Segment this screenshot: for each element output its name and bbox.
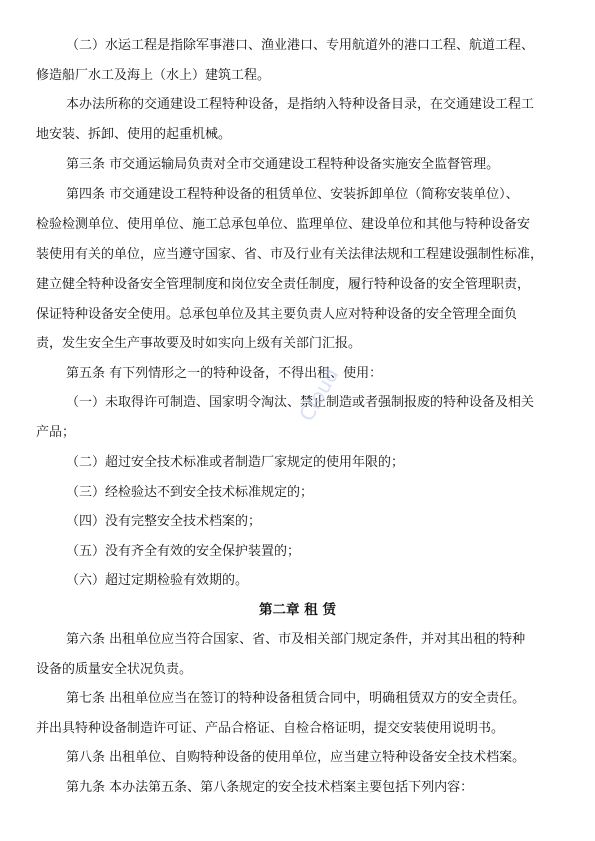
paragraph-line: （二）水运工程是指除军事港口、渔业港口、专用航道外的港口工程、航道工程、	[66, 38, 535, 53]
list-item: （三）经检验达不到安全技术标准规定的；	[66, 485, 314, 500]
paragraph-line: 第七条 出租单位应当在签订的特种设备租赁合同中，明确租赁双方的安全责任。	[66, 691, 526, 706]
paragraph-line: 责，发生安全生产事故要及时如实向上级有关部门汇报。	[36, 336, 362, 351]
paragraph-line: 第六条 出租单位应当符合国家、省、市及相关部门规定条件，并对其出租的特种	[66, 632, 526, 647]
paragraph-line: 保证特种设备安全使用。总承包单位及其主要负责人应对特种设备的安全管理全面负	[36, 307, 518, 322]
list-item: （一）未取得许可制造、国家明令淘汰、禁止制造或者强制报废的特种设备及相关	[66, 395, 535, 410]
chapter-heading: 第二章 租 赁	[259, 602, 336, 618]
list-item: （六）超过定期检验有效期的。	[66, 573, 249, 588]
paragraph-line: 并出具特种设备制造许可证、产品合格证、自检合格证明，提交安装使用说明书。	[36, 721, 505, 736]
paragraph-line: 第四条 市交通建设工程特种设备的租赁单位、安装拆卸单位（简称安装单位）、	[66, 187, 519, 202]
paragraph-line: 第八条 出租单位、自购特种设备的使用单位，应当建立特种设备安全技术档案。	[66, 750, 526, 765]
list-item: （二）超过安全技术标准或者制造厂家规定的使用年限的；	[66, 455, 405, 470]
paragraph-line: 本办法所称的交通建设工程特种设备，是指纳入特种设备目录，在交通建设工程工	[66, 97, 535, 112]
list-item: 产品；	[36, 425, 76, 440]
paragraph-line: 地安装、拆卸、使用的起重机械。	[36, 127, 232, 142]
list-item: （四）没有完整安全技术档案的；	[66, 514, 262, 529]
paragraph-line: 设备的质量安全状况负责。	[36, 662, 193, 677]
paragraph-line: 修造船厂水工及海上（水上）建筑工程。	[36, 68, 271, 83]
paragraph-line: 第三条 市交通运输局负责对全市交通建设工程特种设备实施安全监督管理。	[66, 157, 500, 172]
watermark-text: Cloud	[294, 363, 344, 426]
paragraph-line: 第五条 有下列情形之一的特种设备，不得出租、使用：	[66, 366, 383, 381]
list-item: （五）没有齐全有效的安全保护装置的；	[66, 544, 301, 559]
paragraph-line: 检验检测单位、使用单位、施工总承包单位、监理单位、建设单位和其他与特种设备安	[36, 217, 531, 232]
cloud-watermark	[278, 330, 388, 440]
paragraph-line: 装使用有关的单位，应当遵守国家、省、市及行业有关法律法规和工程建设强制性标准，	[36, 247, 544, 262]
paragraph-line: 第九条 本办法第五条、第八条规定的安全技术档案主要包括下列内容：	[66, 780, 474, 795]
paragraph-line: 建立健全特种设备安全管理制度和岗位安全责任制度，履行特种设备的安全管理职责，	[36, 277, 531, 292]
